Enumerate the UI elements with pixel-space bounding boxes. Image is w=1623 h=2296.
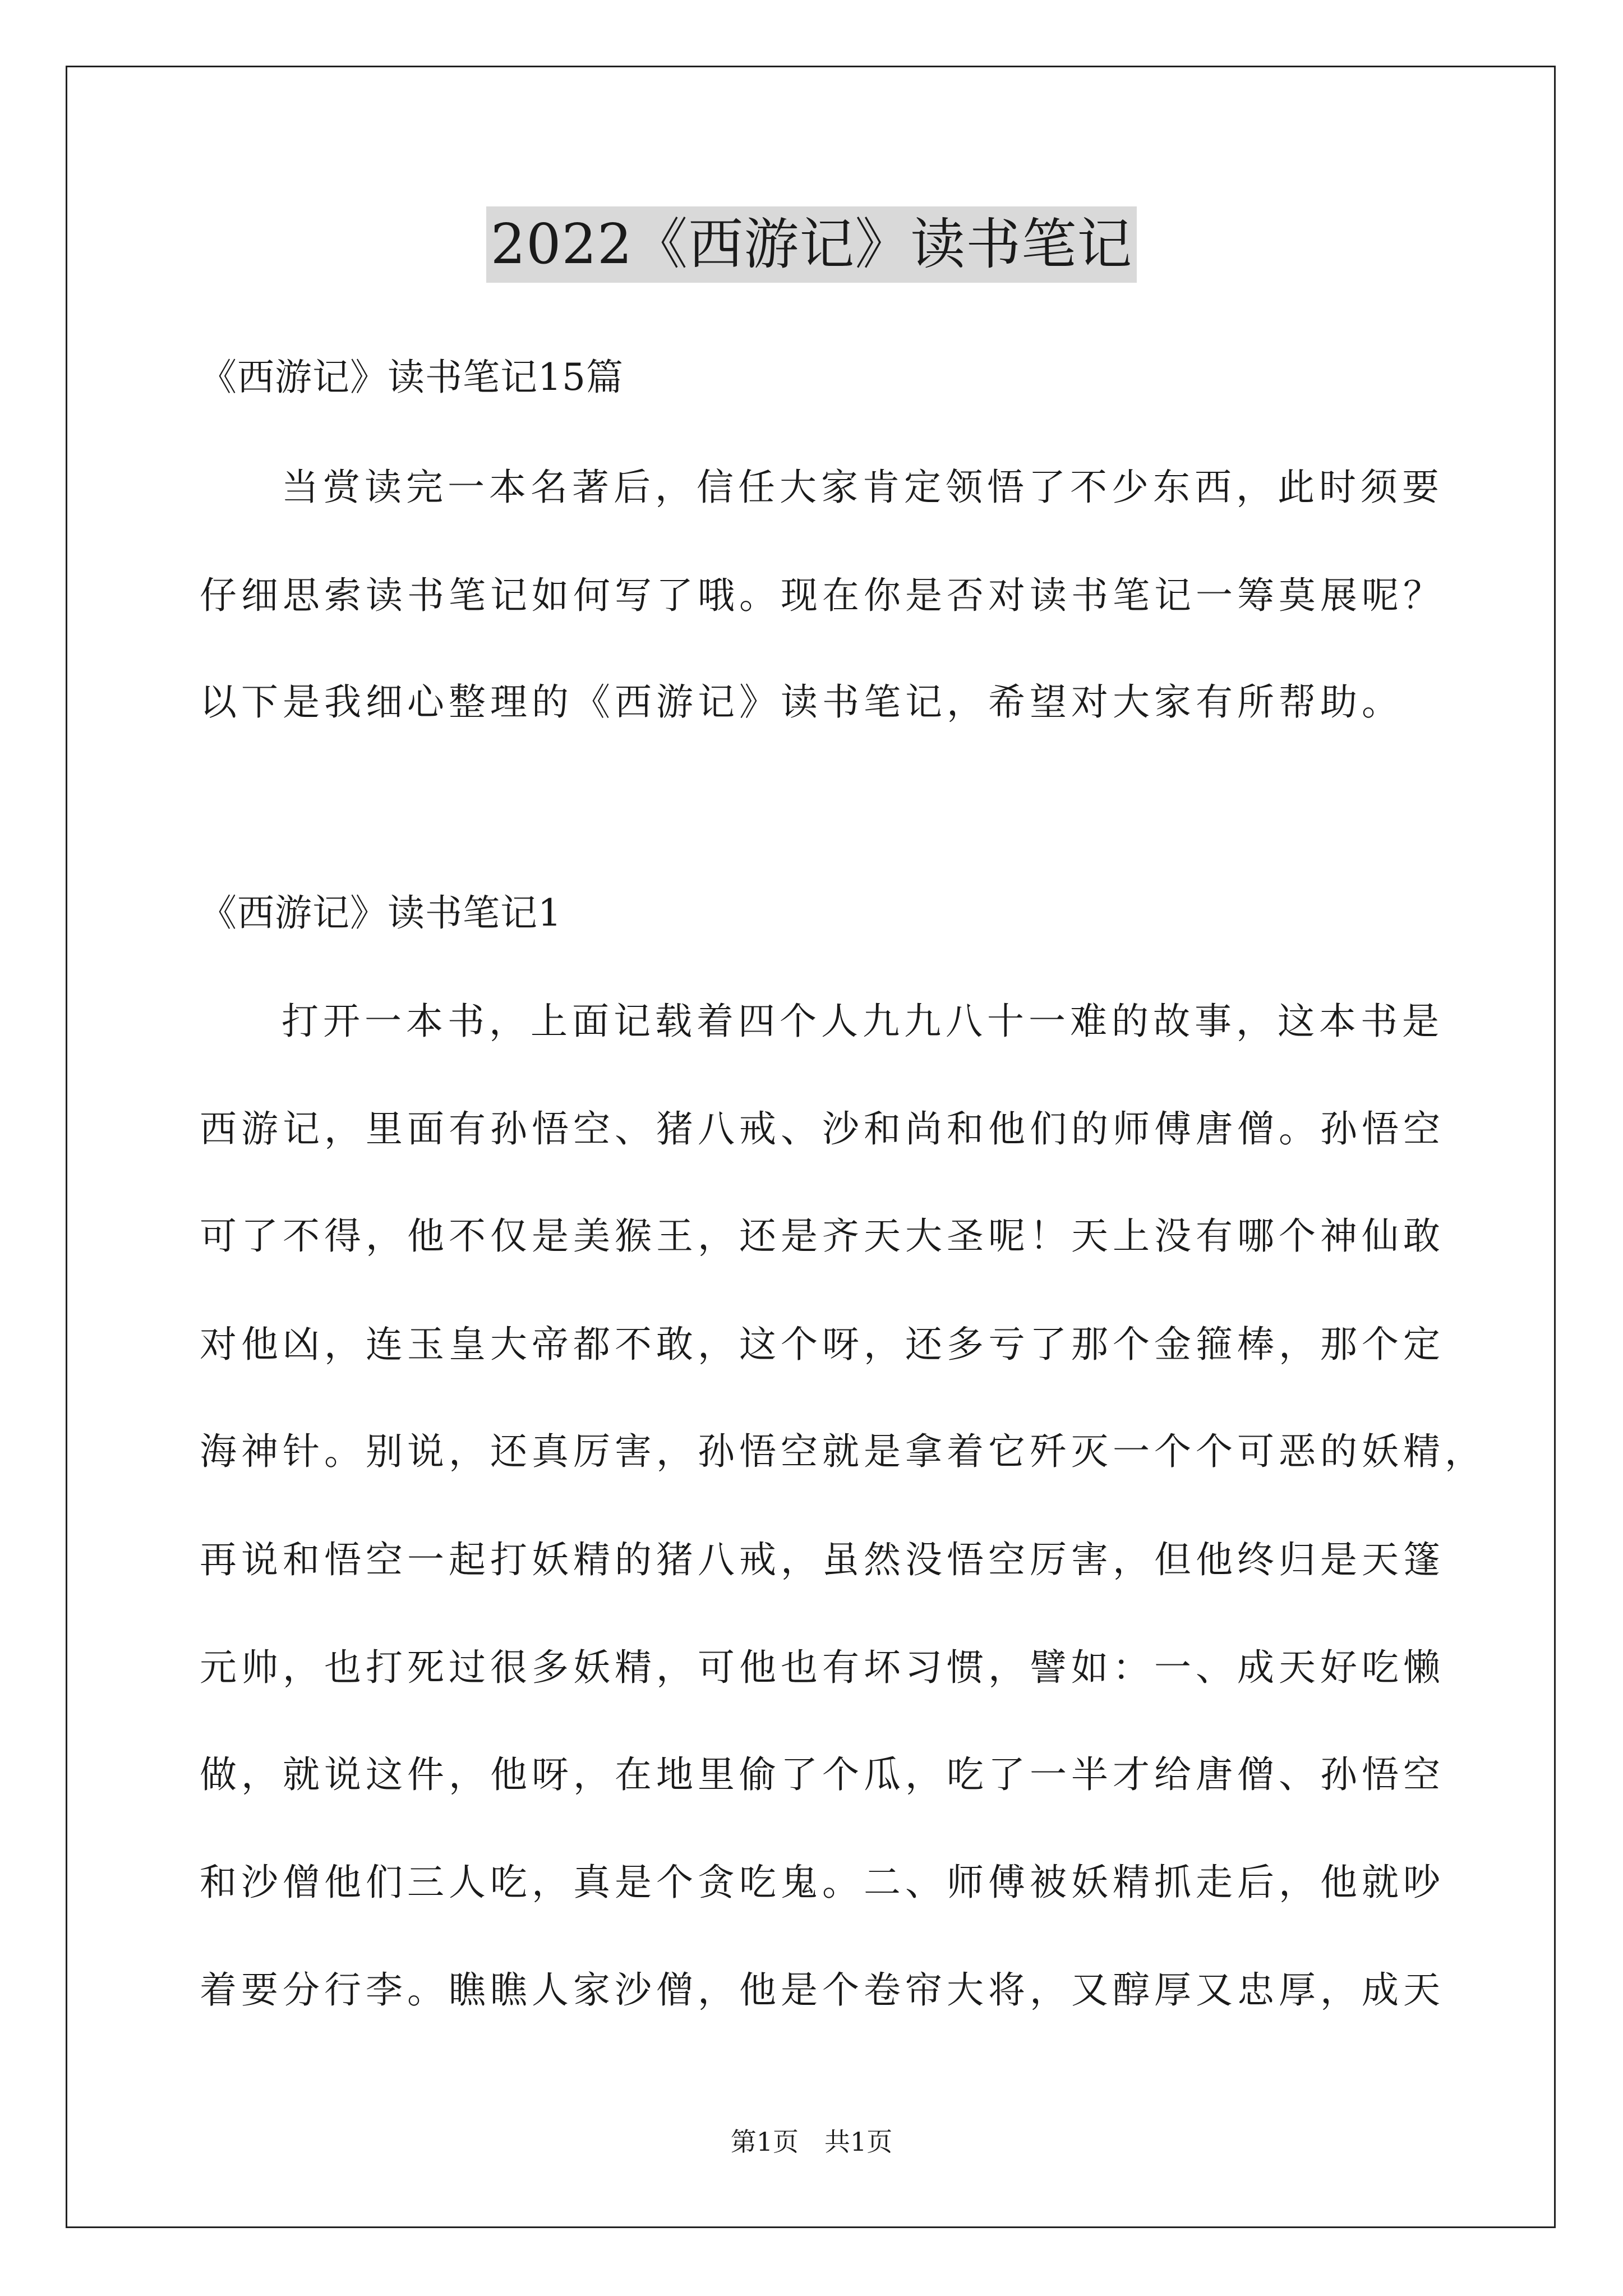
page-footer: 第1页 共1页 xyxy=(730,2127,893,2157)
collection-heading: 《西游记》读书笔记15篇 xyxy=(200,356,624,399)
intro-line: 当赏读完一本名著后，信任大家肯定领悟了不少东西，此时须要 xyxy=(282,466,1444,509)
body-line: 着要分行李。瞧瞧人家沙僧，他是个卷帘大将，又醇厚又忠厚，成天 xyxy=(200,1968,1445,2012)
intro-line: 以下是我细心整理的《西游记》读书笔记，希望对大家有所帮助。 xyxy=(200,680,1403,724)
title-container xyxy=(0,206,1623,283)
body-line: 和沙僧他们三人吃，真是个贪吃鬼。二、师傅被妖精抓走后，他就吵 xyxy=(200,1861,1445,1904)
body-line: 可了不得，他不仅是美猴王，还是齐天大圣呢！天上没有哪个神仙敢 xyxy=(200,1214,1445,1258)
body-line: 再说和悟空一起打妖精的猪八戒，虽然没悟空厉害，但他终归是天篷 xyxy=(200,1538,1445,1581)
body-line: 做，就说这件，他呀，在地里偷了个瓜，吃了一半才给唐僧、孙悟空 xyxy=(200,1753,1445,1796)
section-heading: 《西游记》读书笔记1 xyxy=(200,891,562,935)
body-line: 西游记，里面有孙悟空、猪八戒、沙和尚和他们的师傅唐僧。孙悟空 xyxy=(200,1107,1445,1151)
body-line: 元帅，也打死过很多妖精，可他也有坏习惯，譬如：一、成天好吃懒 xyxy=(200,1646,1445,1689)
body-line: 打开一本书，上面记载着四个人九九八十一难的故事，这本书是 xyxy=(282,1000,1444,1043)
document-title: 2022《西游记》读书笔记 xyxy=(486,206,1137,283)
body-line: 海神针。别说，还真厉害，孙悟空就是拿着它歼灭一个个可恶的妖精， xyxy=(200,1430,1486,1473)
intro-line: 仔细思索读书笔记如何写了哦。现在你是否对读书笔记一筹莫展呢？ xyxy=(200,574,1445,617)
body-line: 对他凶，连玉皇大帝都不敢，这个呀，还多亏了那个金箍棒，那个定 xyxy=(200,1323,1445,1366)
